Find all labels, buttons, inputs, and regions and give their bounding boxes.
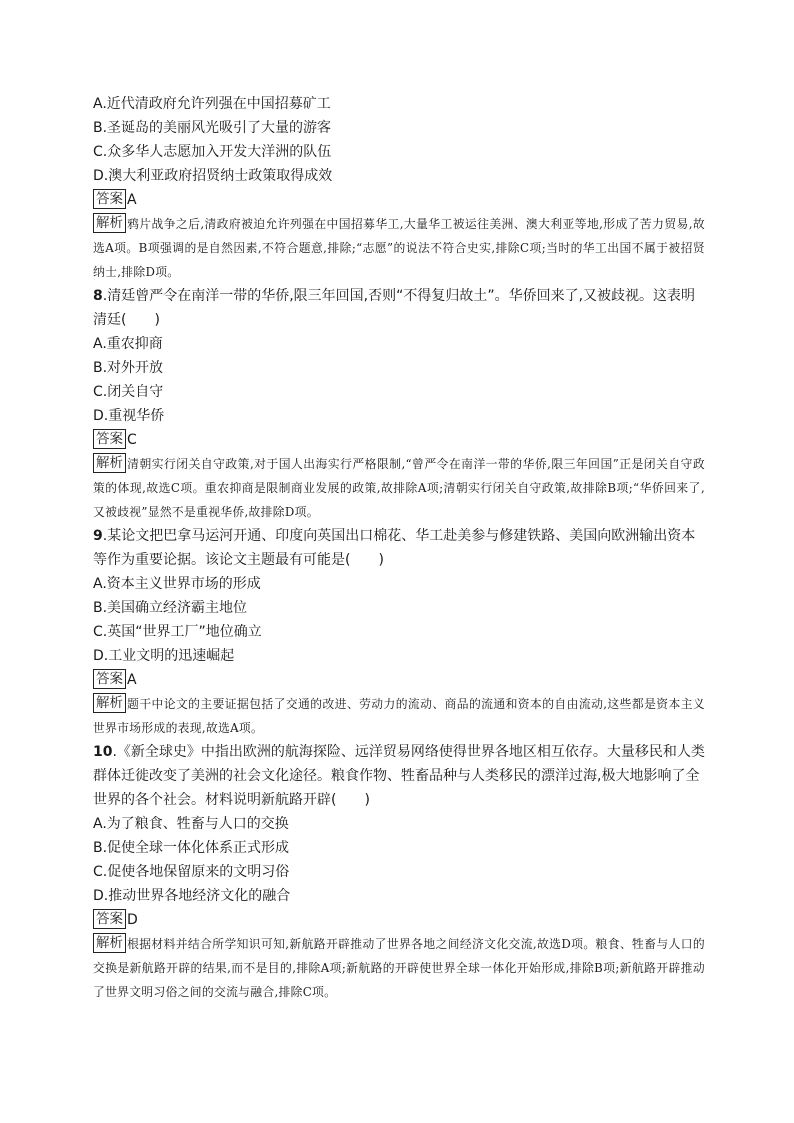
q10-option-a: A.为了粮食、牲畜与人口的交换	[93, 816, 289, 832]
explanation-tag: 解析	[93, 213, 126, 233]
q10-stem-text: .《新全球史》中指出欧洲的航海探险、远洋贸易网络使得世界各地区相互依存。大量移民和人类群体迁徙改变了美洲的社会文化途径。粮食作物、牲畜品种与人类移民的漂洋过海,极大地影响了全世界的各个社会。材料说明新航路开辟( )	[93, 744, 705, 808]
question-8	[93, 284, 705, 524]
q9-answer-value: A	[127, 672, 137, 688]
q10-option-b: B.促使全球一体化体系正式形成	[93, 840, 290, 856]
answer-tag: 答案	[93, 189, 126, 209]
q10-explanation-text: 根据材料并结合所学知识可知,新航路开辟推动了世界各地之间经济文化交流,故选D项。粮食、牲畜与人口的交换是新航路开辟的结果,而不是目的,排除A项;新航路的开辟使世界全球一体化开始形成,排除B项;新航路开辟推动了世界文明习俗之间的交流与融合,排除C项。	[93, 937, 705, 999]
q8-explanation-text: 清朝实行闭关自守政策,对于国人出海实行严格限制,“曾严令在南洋一带的华侨,限三年回国”正是闭关自守政策的体现,故选C项。重农抑商是限制商业发展的政策,故排除A项;清朝实行闭关自守政策,故排除B项;“华侨回来了,又被歧视”显然不是重视华侨,故排除D项。	[93, 457, 705, 519]
question-10	[93, 740, 705, 1004]
q9-number: 9	[93, 528, 103, 544]
q10-number: 10	[93, 744, 113, 760]
q9-option-b: B.美国确立经济霸主地位	[93, 600, 248, 616]
explanation-tag: 解析	[93, 933, 126, 953]
document-page	[93, 92, 705, 1004]
q7-option-b: B.圣诞岛的美丽风光吸引了大量的游客	[93, 120, 332, 136]
answer-tag: 答案	[93, 429, 126, 449]
q8-option-c: C.闭关自守	[93, 384, 164, 400]
q7-explanation-text: 鸦片战争之后,清政府被迫允许列强在中国招募华工,大量华工被运往美洲、澳大利亚等地,形成了苦力贸易,故选A项。B项强调的是自然因素,不符合题意,排除;“志愿”的说法不符合史实,排除C项;当时的华工出国不属于被招贤纳士,排除D项。	[93, 217, 705, 279]
q9-explanation	[93, 692, 705, 740]
explanation-tag: 解析	[93, 693, 126, 713]
q9-option-c: C.英国“世界工厂”地位确立	[93, 624, 262, 640]
q10-answer	[93, 908, 705, 932]
q10-explanation	[93, 932, 705, 1004]
q9-option-a: A.资本主义世界市场的形成	[93, 576, 261, 592]
q8-number: 8	[93, 288, 103, 304]
q9-option-d: D.工业文明的迅速崛起	[93, 648, 235, 664]
explanation-tag: 解析	[93, 453, 126, 473]
q8-option-b: B.对外开放	[93, 360, 164, 376]
q9-explanation-text: 题干中论文的主要证据包括了交通的改进、劳动力的流动、商品的流通和资本的自由流动,这些都是资本主义世界市场形成的表现,故选A项。	[93, 697, 705, 735]
answer-tag: 答案	[93, 669, 126, 689]
answer-tag: 答案	[93, 909, 126, 929]
q8-explanation	[93, 452, 705, 524]
q7-option-a: A.近代清政府允许列强在中国招募矿工	[93, 96, 331, 112]
question-7	[93, 92, 705, 284]
q7-answer	[93, 188, 705, 212]
q9-stem-text: .某论文把巴拿马运河开通、印度向英国出口棉花、华工赴美参与修建铁路、美国向欧洲输出资本等作为重要论据。该论文主题最有可能是( )	[93, 528, 696, 568]
q10-answer-value: D	[127, 912, 138, 928]
q7-option-d: D.澳大利亚政府招贤纳士政策取得成效	[93, 168, 333, 184]
q8-stem	[93, 284, 705, 332]
q10-option-c: C.促使各地保留原来的文明习俗	[93, 864, 290, 880]
q9-stem	[93, 524, 705, 572]
q8-answer-value: C	[127, 432, 137, 448]
q8-stem-text: .清廷曾严令在南洋一带的华侨,限三年回国,否则“不得复归故土”。华侨回来了,又被歧视。这表明清廷( )	[93, 288, 696, 328]
q10-stem	[93, 740, 705, 812]
question-9	[93, 524, 705, 740]
q7-option-c: C.众多华人志愿加入开发大洋洲的队伍	[93, 144, 332, 160]
q8-option-d: D.重视华侨	[93, 408, 165, 424]
q8-option-a: A.重农抑商	[93, 336, 163, 352]
q7-answer-value: A	[127, 192, 137, 208]
q9-answer	[93, 668, 705, 692]
q7-explanation	[93, 212, 705, 284]
q10-option-d: D.推动世界各地经济文化的融合	[93, 888, 291, 904]
q8-answer	[93, 428, 705, 452]
